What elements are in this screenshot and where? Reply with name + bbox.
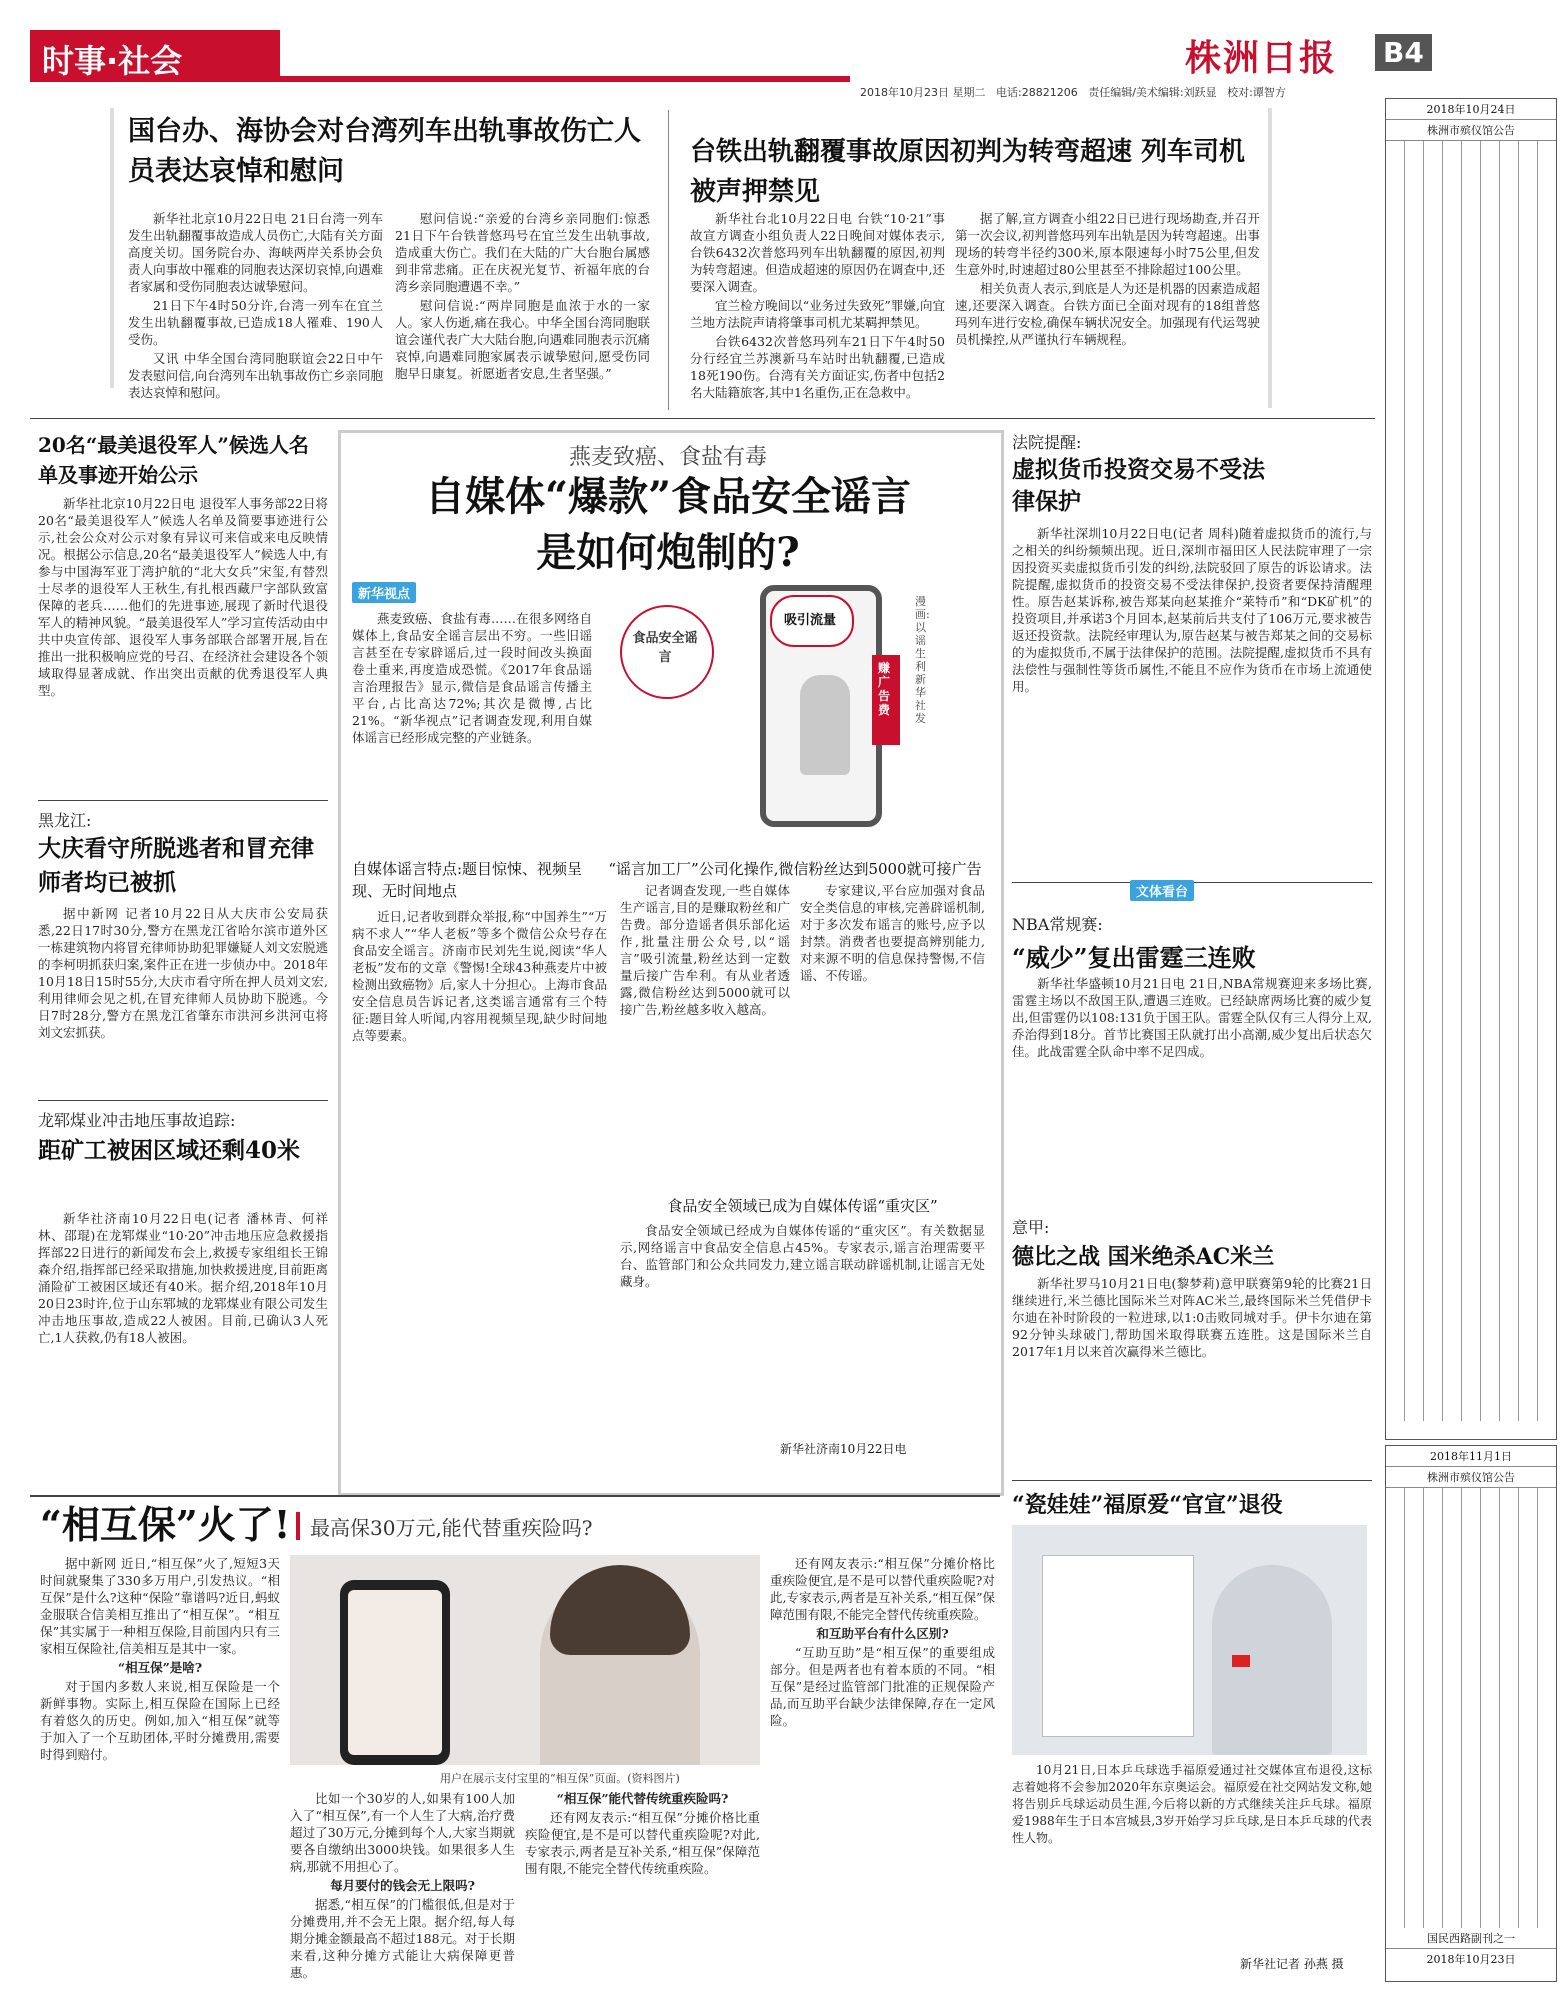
article-taiwan-condolence-col1: 新华社北京10月22日电 21日台湾一列车发生出轨翻覆事故造成人员伤亡,大陆有关方面高度关切。国务院台办、海峡两岸关系协会负责人向事故中罹难的同胞表达深切哀悼,向遇难者家属和受伤同胞表达诚挚慰问。 21日下午4时50分许,台湾一列车在宜兰发生出轨翻覆事故,已造成18人罹难、190人受伤。 又讯 中华全国台湾同胞联谊会22日中午发表慰问信,向台湾列车出轨事故伤亡乡亲同胞表达哀悼和慰问。 <box>128 211 383 400</box>
bottom-rule <box>30 1495 1000 1497</box>
article-taiwan-derailment-col1: 新华社台北10月22日电 台铁“10·21”事故宣方调查小组负责人22日晚间对媒体表示,台铁6432次普悠玛列车出轨翻覆的原因,初判为转弯超速。但造成超速的原因仍在调查中,还要深入调查。 宜兰检方晚间以“业务过失致死”罪嫌,向宜兰地方法院声请将肇事司机尤某羁押禁见。 台铁6432次普悠玛列车21日下午4时50分行经宜兰苏澳新马车站时出轨翻覆,已造成18死190伤。台湾有关方面证实,伤者中包括2名大陆籍旅客,其中1名重伤,正在急救中。 <box>690 211 945 400</box>
proofreader: 校对:谭智方 <box>1227 86 1286 99</box>
article-food-rumor-col3: 食品安全领域已经成为自媒体传谣的“重灾区”。有关数据显示,网络谣言中食品安全信息占45%。专家表示,谣言治理需要平台、监管部门和公众共同发力,建立谣言联动辟谣机制,让谣言无处藏身。 <box>620 1223 985 1289</box>
article-taiwan-condolence-col2: 慰问信说:“亲爱的台湾乡亲同胞们:惊悉21日下午台铁普悠玛号在宜兰发生出轨事故,造成重大伤亡。我们在大陆的广大台胞台属感到非常悲痛。正在庆祝光复节、祈福年底的台湾乡亲同胞遭遇不幸。” 慰问信说:“两岸同胞是血浓于水的一家人。家人伤逝,痛在我心。中华全国台湾同胞联谊会谨代表广大大陆台胞,向遇难同胞表示沉痛哀悼,向遇难同胞家属表示诚挚慰问,愿受伤同胞早日康复。祈愿逝者安息,生者坚强。” <box>395 211 650 381</box>
paper-logo: 株洲日报 <box>1185 37 1338 79</box>
article-veterans: 新华社北京10月22日电 退役军人事务部22日将20名“最美退役军人”候选人名单及简要事迹进行公示,社会公众对公示对象有异议可来信或来电反映情况。根据公示信息,20名“最美退役军人”候选人中,有参与中国海军亚丁湾护航的“北大女兵”宋玺,有替烈士尽孝的退役军人王秋生,有扎根西藏尸字部队致富保障的老兵……他们的先进事迹,展现了新时代退役军人的精神风貌。“最美退役军人”学习宣传活动由中共中央宣传部、退役军人事务部联合部署开展,旨在推出一批积极响应党的号召、在经济社会建设各个领域取得显著成就、作出突出贡献的优秀退役军人典型。 <box>38 496 328 698</box>
dateline-bar <box>860 84 1390 100</box>
xianghubao-photo <box>290 1555 760 1765</box>
player-figure <box>1212 1565 1332 1755</box>
subhead-food-disaster: 食品安全领域已成为自媒体传谣“重灾区” <box>667 1197 938 1215</box>
article-food-rumor-intro: 燕麦致癌、食盐有毒……在很多网络自媒体上,食品安全谣言层出不穷。一些旧谣言甚至在专家辟谣后,过一段时间改头换面卷土重来,再度造成恐慌。《2017年食品谣言治理报告》显示,微信是食品谣言传播主平台,占比高达72%;其次是微博,占比21%。“新华视点”记者调查发现,利用自媒体谣言已经形成完整的产业链条。 <box>352 611 592 745</box>
article-food-rumor-col2b: 专家建议,平台应加强对食品安全类信息的审核,完善辟谣机制,对于多次发布谣言的账号,应予以封禁。消费者也要提高辨别能力,对来源不明的信息保持警惕,不信谣、不传谣。 <box>800 883 985 983</box>
notice-panel-2 <box>1385 1445 1557 1982</box>
article-xianghubao-col3: “相互保”能代替传统重疾险吗? 还有网友表示:“相互保”分摊价格比重疾险便宜,是不是可以替代重疾险呢?对此,专家表示,两者是互补关系,“相互保”保障范围有限,不能完全替代传统重疾险。 <box>525 1791 760 1876</box>
article-taiwan-derailment-col2: 据了解,宣方调查小组22日已进行现场勘查,并召开第一次会议,初判普悠玛列车出轨是因为转弯超速。出事现场的转弯半径约300米,原本限速每小时75公里,但发生意外时,时速超过80公里甚至不排除超过100公里。 相关负责人表示,到底是人为还是机器的因素造成超速,还要深入调查。台铁方面已全面对现有的18组普悠玛列车进行安检,确保车辆状况安全。加强现有代运驾驶员机操控,从严谨执行车辆规程。 <box>955 211 1260 347</box>
top-bottom-rule <box>30 418 1375 419</box>
dateline: 2018年10月23日 星期二 <box>860 86 986 99</box>
headline-taiwan-derailment: 台铁出轨翻覆事故原因初判为转弯超速 列车司机被声押禁见 <box>690 137 1246 207</box>
article-xianghubao-col2: 比如一个30岁的人,如果有100人加入了“相互保”,有一个人生了大病,治疗费超过了30万元,分摊到每个人,大家当期就要各自缴纳出3000块钱。如果很多人生病,那就不用担心了。 每月要付的钱会无上限吗? 据悉,“相互保”的门槛很低,但是对于分摊费用,并不会无上限。据介绍,每人每期分摊金额最高不超过188元。对于长期来看,这种分摊方式能让大病保障更普惠。 <box>290 1791 515 1980</box>
sports-tag: 文体看台 <box>1130 880 1194 901</box>
article-nba: 新华社华盛顿10月21日电 21日,NBA常规赛迎来多场比赛,雷霆主场以不敌国王队,遭遇三连败。已经缺席两场比赛的威少复出,但雷霆仍以108:131负于国王队。雷霆全队仅有三人得分上双,乔治得到18分。首节比赛国王队就打出小高潮,威少复出后状态欠佳。此战雷霆全队命中率不足四成。 <box>1012 976 1372 1059</box>
headline-soccer: 德比之战 国米绝杀AC米兰 <box>1012 1244 1275 1270</box>
subhead-rumor-features: 自媒体谣言特点:题目惊悚、视频呈现、无时间地点 <box>352 860 583 900</box>
section-title: 时事·社会 <box>42 42 183 80</box>
pingpong-signoff: 新华社记者 孙燕 摄 <box>1240 1957 1344 1971</box>
ad-fee-label: 赚广告费 <box>878 661 891 717</box>
top-divider <box>668 110 669 410</box>
photo-caption: 用户在展示支付宝里的“相互保”页面。(资料图片) <box>440 1772 680 1785</box>
subhead-rumor-factory: “谣言加工厂”公司化操作,微信粉丝达到5000就可接广告 <box>608 860 982 878</box>
editor: 责任编辑/美术编辑:刘跃显 <box>1088 86 1217 99</box>
calligraphy-board <box>1042 1555 1194 1737</box>
article-daqing: 据中新网 记者10月22日从大庆市公安局获悉,22日17时30分,警方在黑龙江省哈尔滨市道外区一栋建筑物内将冒充律师协助犯罪嫌疑人刘文宏脱逃的李柯明抓获归案,案件正在进一步侦办中。2018年10月18日15时55分,大庆市看守所在押人员刘文宏,利用律师会见之机,在冒充律师人员协助下脱逃。今日7时28分,警方在黑龙江省肇东市洪河乡洪河屯将刘文宏抓获。 <box>38 906 328 1040</box>
notice-footer-2: 2018年10月23日 <box>1426 1953 1516 1966</box>
kicker-food-rumor: 燕麦致癌、食盐有毒 <box>568 445 767 470</box>
article-xianghubao-col4: 还有网友表示:“相互保”分摊价格比重疾险便宜,是不是可以替代重疾险呢?对此,专家表示,两者是互补关系,“相互保”保障范围有限,不能完全替代传统重疾险。 和互助平台有什么区别? “互助互助”是“相互保”的重要组成部分。但是两者也有着本质的不同。“相互保”是经过监管部门批准的正规保险产品,而互助平台缺少法律保障,存在一定风险。 <box>770 1556 995 1728</box>
headline-taiwan-condolence: 国台办、海协会对台湾列车出轨事故伤亡人员表达哀悼和慰问 <box>128 116 641 187</box>
kicker-soccer: 意甲: <box>1012 1218 1050 1237</box>
article-soccer: 新华社罗马10月21日电(黎梦莉)意甲联赛第9轮的比赛21日继续进行,米兰德比国际米兰对阵AC米兰,最终国际米兰凭借伊卡尔迪在补时阶段的一粒进球,以1:0击败同城对手。伊卡尔迪在第92分钟头球破门,帮助国米取得联赛五连胜。这是国际米兰自2017年1月以来首次赢得米兰德比。 <box>1012 1276 1372 1359</box>
illustration-caption: 漫画:以谣生利 新华社发 <box>915 595 930 725</box>
notice-grid-2 <box>1386 1488 1556 1928</box>
notice-subtitle-2: 株洲市殡仪馆公告 <box>1386 1467 1556 1488</box>
top-right-frame <box>1268 108 1272 408</box>
article-longyu: 新华社济南10月22日电(记者 潘林青、何祥林、邵琨)在龙郓煤业“10·20”冲击地压应急救援指挥部22日进行的新闻发布会上,救援专家组组长王锦森介绍,指挥部已经采取措施,加快救援进度,目前距离涌险矿工被困区域还有40米。据介绍,2018年10月20日23时许,位于山东郓城的龙郓煤业有限公司发生冲击地压事故,造成22人被困。目前,已确认3人死亡,1人获救,仍有18人被困。 <box>38 1211 328 1345</box>
woman-hair <box>550 1565 690 1655</box>
headline-food-rumor-1: 自媒体“爆款”食品安全谣言 <box>424 473 911 520</box>
left-rule-2 <box>38 1100 328 1101</box>
rumor-bubble-label: 食品安全谣言 <box>632 631 698 665</box>
kicker-crypto: 法院提醒: <box>1012 433 1082 452</box>
headline-longyu: 距矿工被困区域还剩40米 <box>38 1137 301 1164</box>
article-xianghubao-col1: 据中新网 近日,“相互保”火了,短短3天时间就聚集了330多万用户,引发热议。“相互保”是什么?这种“保险”靠谱吗?近日,蚂蚁金服联合信美相互推出了“相互保”。“相互保”其实属于一种相互保险,目前国内只有三家相互保险社,信美相互是其中一家。 “相互保”是啥? 对于国内多数人来说,相互保险是一个新鲜事物。实际上,相互保险在国际上已经有着悠久的历史。例如,加入“相互保”就等于加入了一个互助团体,平时分摊费用,需要时得到赔付。 <box>40 1556 280 1762</box>
headline-nba: “威少”复出雷霆三连败 <box>1012 943 1256 972</box>
article-crypto: 新华社深圳10月22日电(记者 周科)随着虚拟货币的流行,与之相关的纠纷频频出现。近日,深圳市福田区人民法院审理了一宗因投资买卖虚拟货币引发的纠纷,法院驳回了原告的诉讼请求。法院提醒,虚拟货币的投资交易不受法律保护,投资者要保持清醒理性。原告赵某诉称,被告郑某向赵某推介“莱特币”和“DK矿机”的投资项目,并承诺3个月回本,赵某前后共支付了106万元,要求被告返还投资款。法院经审理认为,原告赵某与被告郑某之间的交易标的为虚拟货币,不属于法律保护的范围。法院提醒,虚拟货币不具有法偿性与强制性等货币属性,不能且不应作为货币在市场上流通使用。 <box>1012 526 1372 694</box>
kicker-nba: NBA常规赛: <box>1012 915 1103 934</box>
page-number: B4 <box>1375 34 1432 71</box>
right-rule-2 <box>1012 1480 1372 1481</box>
article-food-rumor-col2: 记者调查发现,一些自媒体生产谣言,目的是赚取粉丝和广告费。部分造谣者俱乐部化运作,批量注册公众号,以“谣言”吸引流量,粉丝达到一定数量后接广告牟利。有从业者透露,微信粉丝达到5000就可以接广告,粉丝越多收入越高。 <box>620 883 790 1017</box>
jersey-flag <box>1232 1655 1250 1667</box>
fukuhara-photo <box>1012 1525 1367 1755</box>
headline-xianghubao: “相互保”火了! <box>40 1502 291 1547</box>
headline-pingpong: “瓷娃娃”福原爱“官宣”退役 <box>1012 1492 1283 1518</box>
notice-grid <box>1386 141 1556 1421</box>
traffic-label: 吸引流量 <box>783 613 836 628</box>
headline-food-rumor-2: 是如何炮制的? <box>536 529 800 576</box>
megaphone-man <box>800 675 850 775</box>
subtitle-xianghubao: 最高保30万元,能代替重疾险吗? <box>310 1516 593 1540</box>
notice-footer: 国民西路副刊之一 <box>1386 1928 1556 1949</box>
left-rule-1 <box>38 800 328 801</box>
rumor-illustration <box>610 575 950 845</box>
notice-subtitle: 株洲市殡仪馆公告 <box>1386 120 1556 141</box>
subtitle-marker <box>296 1512 300 1540</box>
food-rumor-signoff: 新华社济南10月22日电 <box>780 1442 907 1456</box>
phone-screen <box>348 1590 442 1755</box>
headline-veterans: 20名“最美退役军人”候选人名单及事迹开始公示 <box>38 433 309 487</box>
notice-title-2: 2018年11月1日 <box>1386 1446 1556 1467</box>
notice-panel-1 <box>1385 98 1557 1440</box>
headline-crypto: 虚拟货币投资交易不受法律保护 <box>1012 456 1265 515</box>
notice-title: 2018年10月24日 <box>1386 99 1556 120</box>
kicker-longyu: 龙郓煤业冲击地压事故追踪: <box>38 1111 236 1130</box>
headline-daqing: 大庆看守所脱逃者和冒充律师者均已被抓 <box>38 835 314 896</box>
xinhua-tag: 新华视点 <box>352 582 416 603</box>
pingpong-caption: 10月21日,日本乒乓球选手福原爱通过社交媒体宣布退役,这标志着她将不会参加2020年东京奥运会。福原爱在社交网站发文称,她将告别乒乓球运动员生涯,今后将以新的方式继续关注乒乓球。福原爱1988年生于日本宫城县,3岁开始学习乒乓球,是日本乒乓球的代表性人物。 <box>1012 1763 1372 1845</box>
top-left-frame <box>110 108 114 388</box>
kicker-daqing: 黑龙江: <box>38 811 92 830</box>
hotline: 电话:28821206 <box>996 86 1078 99</box>
article-food-rumor-col1: 近日,记者收到群众举报,称“中国养生”“万病不求人”“华人老板”等多个微信公众号存在食品安全谣言。济南市民刘先生说,阅读“华人老板”发布的文章《警惕!全球43种燕麦片中被检测出致癌物》后,家人十分担心。上海市食品安全信息员告诉记者,这类谣言通常有三个特征:题目耸人听闻,内容用视频呈现,缺少时间地点等要素。 <box>352 909 607 1043</box>
